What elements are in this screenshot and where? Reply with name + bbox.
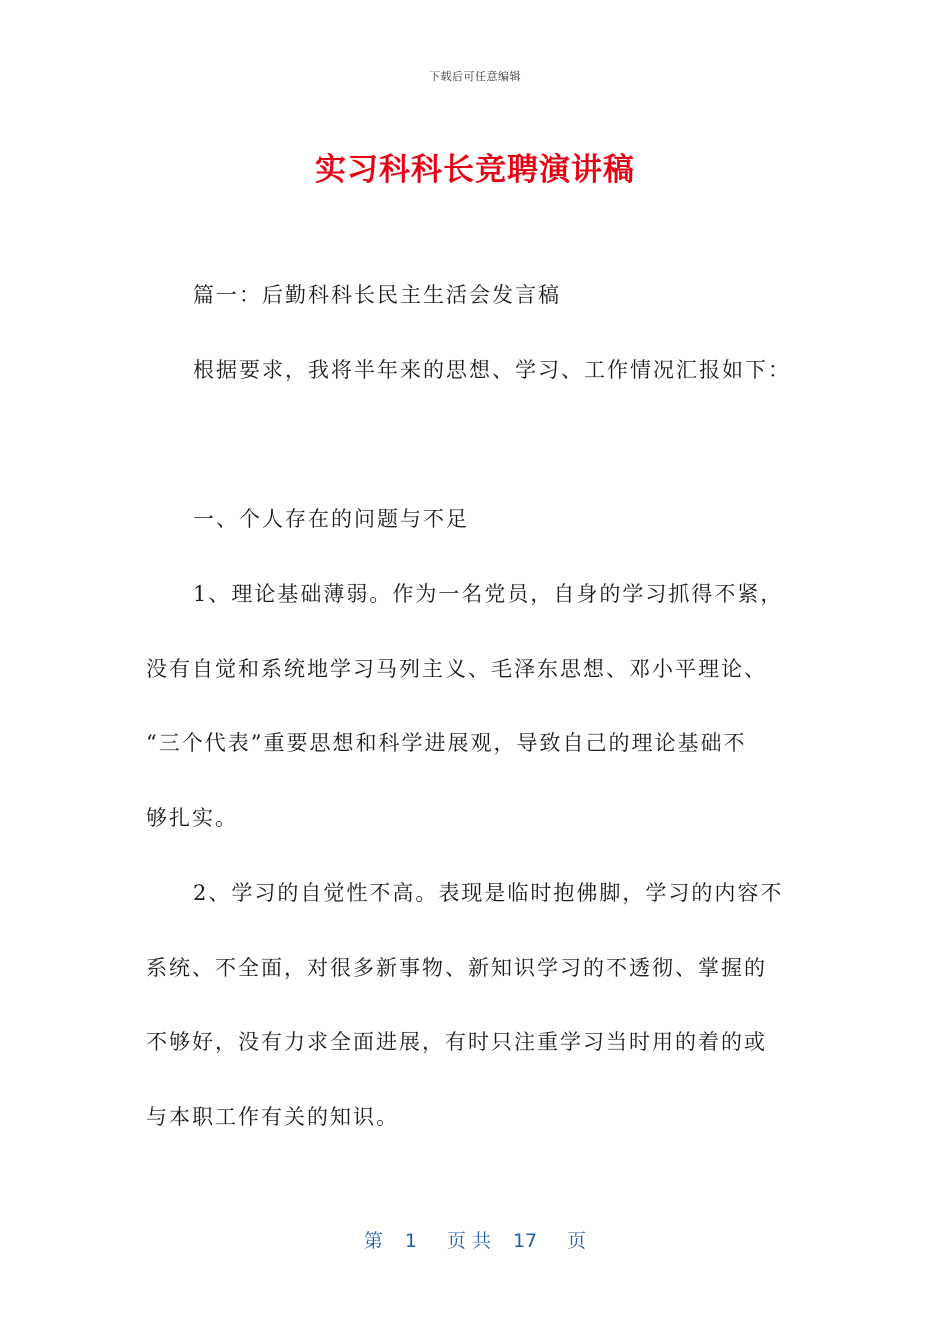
page-footer xyxy=(0,1226,950,1253)
paragraph-line: 没有自觉和系统地学习马列主义、毛泽东思想、邓小平理论、 xyxy=(146,657,767,681)
document-title: 实习科科长竞聘演讲稿 xyxy=(315,152,635,188)
paragraph-line: 根据要求，我将半年来的思想、学习、工作情况汇报如下： xyxy=(193,358,791,382)
paragraph-line: 1、理论基础薄弱。作为一名党员，自身的学习抓得不紧， xyxy=(193,582,784,606)
footer-page-number: 1 xyxy=(404,1230,417,1252)
footer-ye-end: 页 xyxy=(567,1230,587,1252)
header-note: 下载后可任意编辑 xyxy=(429,70,521,83)
subsection-heading: 一、个人存在的问题与不足 xyxy=(193,507,469,531)
paragraph-line: 系统、不全面，对很多新事物、新知识学习的不透彻、掌握的 xyxy=(146,956,767,980)
paragraph-line: 与本职工作有关的知识。 xyxy=(146,1105,399,1129)
section-heading: 篇一：后勤科科长民主生活会发言稿 xyxy=(193,283,561,307)
footer-gong: 共 xyxy=(471,1230,491,1252)
footer-total-pages: 17 xyxy=(512,1230,538,1252)
paragraph-line: 不够好，没有力求全面进展，有时只注重学习当时用的着的或 xyxy=(146,1030,767,1054)
footer-di: 第 xyxy=(363,1230,383,1252)
paragraph-line: 够扎实。 xyxy=(146,806,238,830)
paragraph-line: 2、学习的自觉性不高。表现是临时抱佛脚，学习的内容不 xyxy=(193,881,784,905)
paragraph-line: “三个代表”重要思想和科学进展观，导致自己的理论基础不 xyxy=(146,731,747,755)
footer-ye: 页 xyxy=(446,1230,466,1252)
